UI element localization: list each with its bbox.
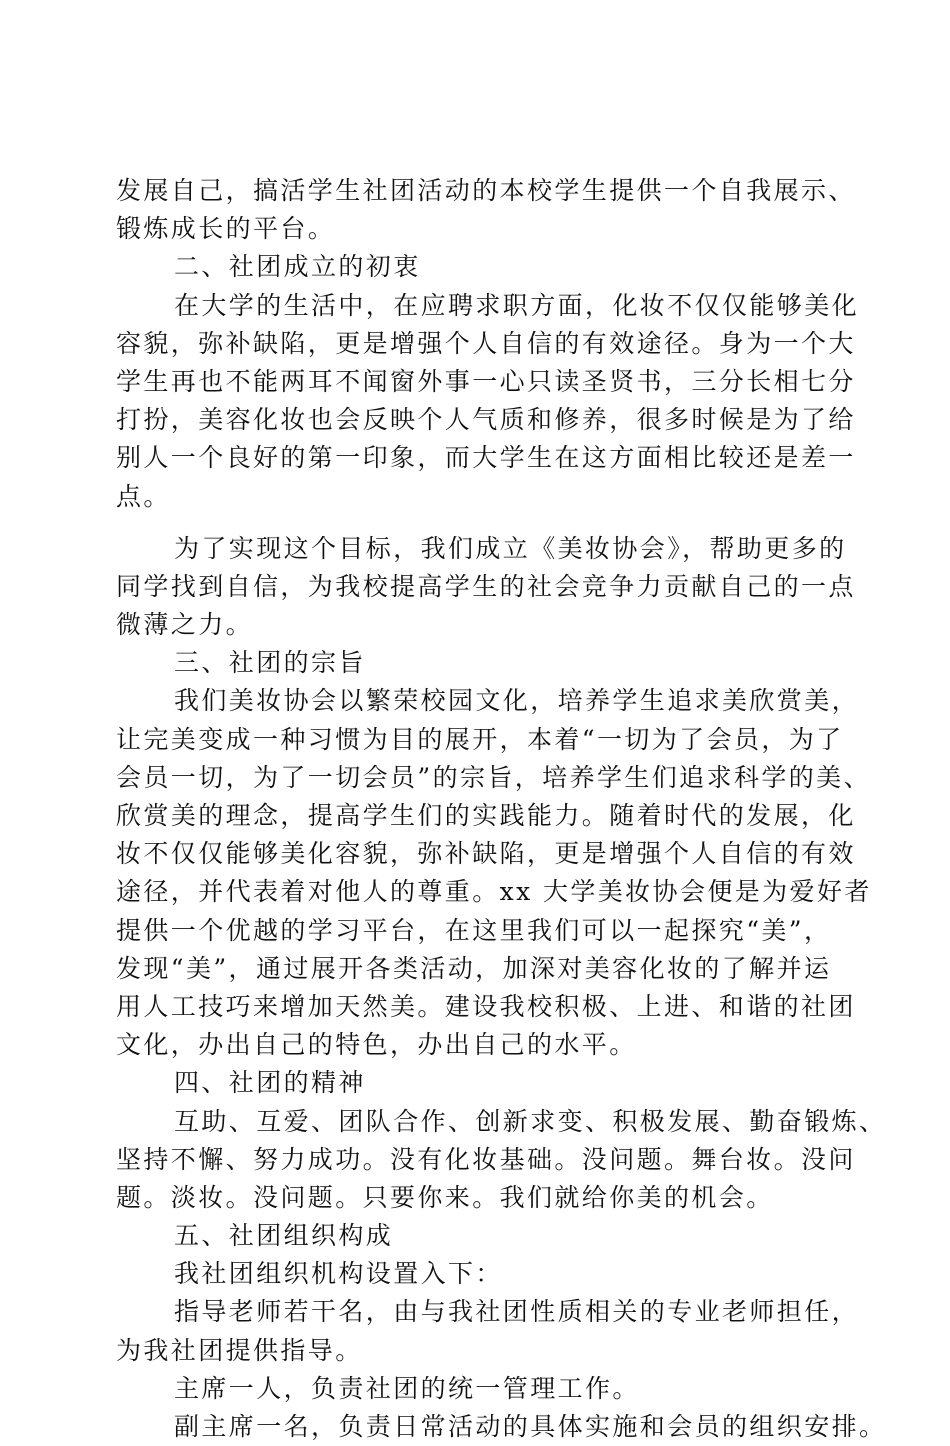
text-line: 锻炼成长的平台。	[116, 214, 336, 244]
text-line: 同学找到自信，为我校提高学生的社会竞争力贡献自己的一点	[116, 571, 856, 601]
text-line: 我社团组织机构设置入下：	[174, 1259, 503, 1289]
paragraph	[116, 1408, 887, 1446]
section-heading	[116, 1064, 836, 1102]
paragraph	[116, 1293, 860, 1369]
text-line: 我们美妆协会以繁荣校园文化，培养学生追求美欣赏美，	[174, 686, 860, 716]
section-heading	[116, 1217, 836, 1255]
text-line: 欣赏美的理念，提高学生们的实践能力。随着时代的发展，化	[116, 801, 856, 830]
paragraph	[116, 1255, 836, 1293]
text-line: 别人一个良好的第一印象，而大学生在这方面相比较还是差一	[116, 443, 856, 473]
text-line: 微薄之力。	[116, 610, 254, 640]
paragraph	[116, 682, 872, 1064]
text-line: 途径，并代表着对他人的尊重。xx 大学美妆协会便是为爱好者	[116, 877, 872, 907]
text-line: 坚持不懈、努力成功。没有化妆基础。没问题。舞台妆。没问	[116, 1144, 856, 1174]
text-line: 用人工技巧来增加天然美。建设我校积极、上进、和谐的社团	[116, 991, 856, 1021]
text-line: 为了实现这个目标，我们成立《美妆协会》，帮助更多的	[174, 533, 847, 563]
text-line: 让完美变成一种习惯为目的展开，本着“一切为了会员，为了	[116, 724, 844, 754]
text-line: 发展自己，搞活学生社团活动的本校学生提供一个自我展示、	[116, 176, 856, 205]
text-line: 会员一切，为了一切会员”的宗旨，培养学生们追求科学的美、	[116, 762, 871, 792]
text-line: 点。	[116, 481, 171, 511]
section-heading	[116, 248, 836, 286]
paragraph	[116, 1370, 836, 1408]
text-line: 副主席一名，负责日常活动的具体实施和会员的组织安排。	[174, 1412, 887, 1441]
paragraph	[116, 172, 856, 248]
text-line: 打扮，美容化妆也会反映个人气质和修养，很多时候是为了给	[116, 405, 856, 435]
text-line: 发现“美”，通过展开各类活动，加深对美容化妆的了解并运	[116, 953, 832, 983]
text-line: 文化，办出自己的特色，办出自己的水平。	[116, 1030, 637, 1060]
text-line: 提供一个优越的学习平台，在这里我们可以一起探究“美”，	[116, 915, 832, 945]
paragraph-gap	[116, 516, 836, 530]
document-body	[116, 172, 887, 1446]
section-heading	[116, 644, 836, 682]
text-line: 在大学的生活中，在应聘求职方面，化妆不仅仅能够美化	[174, 290, 860, 320]
paragraph	[116, 1103, 887, 1218]
text-line: 妆不仅仅能够美化容貌，弥补缺陷，更是增强个人自信的有效	[116, 839, 856, 869]
text-line: 三、社团的宗旨	[174, 648, 366, 678]
text-line: 容貌，弥补缺陷，更是增强个人自信的有效途径。身为一个大	[116, 328, 856, 358]
text-line: 为我社团提供指导。	[116, 1335, 363, 1365]
text-line: 学生再也不能两耳不闻窗外事一心只读圣贤书，三分长相七分	[116, 366, 856, 396]
paragraph	[116, 530, 856, 645]
text-line: 五、社团组织构成	[174, 1221, 394, 1251]
text-line: 互助、互爱、团队合作、创新求变、积极发展、勤奋锻炼、	[174, 1106, 887, 1136]
text-line: 二、社团成立的初衷	[174, 252, 421, 282]
text-line: 指导老师若干名，由与我社团性质相关的专业老师担任，	[174, 1297, 860, 1327]
text-line: 题。淡妆。没问题。只要你来。我们就给你美的机会。	[116, 1182, 774, 1212]
paragraph	[116, 287, 860, 516]
text-line: 四、社团的精神	[174, 1068, 366, 1098]
text-line: 主席一人，负责社团的统一管理工作。	[174, 1373, 640, 1403]
